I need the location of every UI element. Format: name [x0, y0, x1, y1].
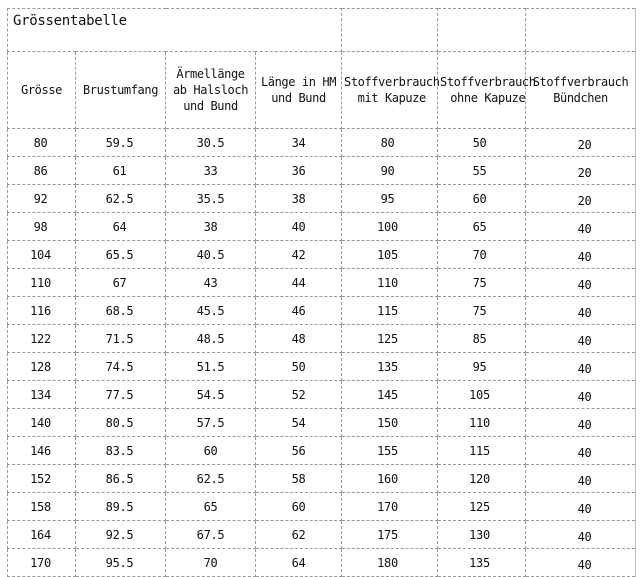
table-row — [8, 381, 636, 409]
table-cell — [8, 409, 76, 437]
table-cell — [526, 241, 636, 269]
table-row — [8, 437, 636, 465]
cell-value: 110 — [469, 415, 490, 430]
cell-value: 170 — [30, 555, 51, 570]
cell-value: 140 — [30, 415, 51, 430]
table-row — [8, 465, 636, 493]
table-cell — [438, 409, 526, 437]
cell-value: 40 — [577, 277, 592, 292]
table-cell — [342, 465, 438, 493]
cell-value: 34 — [291, 135, 306, 150]
cell-value: 160 — [377, 471, 398, 486]
cell-value: 125 — [377, 331, 398, 346]
cell-value: 104 — [30, 247, 51, 262]
table-cell — [438, 549, 526, 577]
table-cell — [342, 129, 438, 157]
cell-value: 80.5 — [105, 415, 134, 430]
cell-value: 48 — [291, 331, 306, 346]
table-cell — [438, 521, 526, 549]
cell-value: 98 — [33, 219, 48, 234]
table-cell — [342, 213, 438, 241]
cell-value: 60 — [472, 191, 487, 206]
cell-value: 89.5 — [105, 499, 134, 514]
table-row — [8, 157, 636, 185]
cell-value: 42 — [291, 247, 306, 262]
table-cell — [256, 549, 342, 577]
cell-value: 92.5 — [105, 527, 134, 542]
table-cell — [438, 465, 526, 493]
cell-value: 95 — [380, 191, 395, 206]
table-cell — [438, 213, 526, 241]
cell-value: 51.5 — [196, 359, 225, 374]
table-cell — [8, 269, 76, 297]
table-cell — [438, 297, 526, 325]
table-cell — [342, 353, 438, 381]
cell-value: 128 — [30, 359, 51, 374]
cell-value: 50 — [472, 135, 487, 150]
cell-value: 115 — [469, 443, 490, 458]
cell-value: 150 — [377, 415, 398, 430]
table-cell — [526, 213, 636, 241]
cell-value: 135 — [469, 555, 490, 570]
cell-value: 40 — [291, 219, 306, 234]
table-cell — [526, 437, 636, 465]
cell-value: 116 — [30, 303, 51, 318]
table-title: Grössentabelle — [8, 9, 342, 52]
cell-value: 40 — [577, 333, 592, 348]
table-cell — [76, 129, 166, 157]
cell-value: 80 — [33, 135, 48, 150]
table-cell — [526, 521, 636, 549]
table-cell — [526, 381, 636, 409]
cell-value: 135 — [377, 359, 398, 374]
table-cell — [256, 521, 342, 549]
table-cell — [76, 549, 166, 577]
cell-value: 38 — [203, 219, 218, 234]
cell-value: 36 — [291, 163, 306, 178]
cell-value: 38 — [291, 191, 306, 206]
table-cell — [76, 493, 166, 521]
table-cell — [166, 241, 256, 269]
table-cell — [438, 325, 526, 353]
cell-value: 95.5 — [105, 555, 134, 570]
cell-value: 164 — [30, 527, 51, 542]
table-cell — [438, 437, 526, 465]
table-cell — [8, 521, 76, 549]
cell-value: 61 — [112, 163, 127, 178]
cell-value: 65.5 — [105, 247, 134, 262]
table-cell — [8, 437, 76, 465]
cell-value: 122 — [30, 331, 51, 346]
cell-value: 105 — [469, 387, 490, 402]
cell-value: 52 — [291, 387, 306, 402]
table-cell — [76, 241, 166, 269]
header-stoff-buendchen: Stoffverbrauch Bündchen — [526, 52, 636, 129]
cell-value: 64 — [112, 219, 127, 234]
table-cell — [342, 241, 438, 269]
table-cell — [256, 241, 342, 269]
table-row — [8, 549, 636, 577]
cell-value: 56 — [291, 443, 306, 458]
cell-value: 40 — [577, 305, 592, 320]
cell-value: 74.5 — [105, 359, 134, 374]
cell-value: 120 — [469, 471, 490, 486]
table-cell — [76, 437, 166, 465]
table-cell — [526, 185, 636, 213]
cell-value: 44 — [291, 275, 306, 290]
table-cell — [76, 157, 166, 185]
table-cell — [256, 437, 342, 465]
table-cell — [342, 409, 438, 437]
cell-value: 50 — [291, 359, 306, 374]
cell-value: 40.5 — [196, 247, 225, 262]
table-cell — [76, 353, 166, 381]
table-cell — [342, 269, 438, 297]
header-row — [8, 52, 636, 129]
table-cell — [8, 129, 76, 157]
cell-value: 57.5 — [196, 415, 225, 430]
table-cell — [166, 325, 256, 353]
table-cell — [76, 213, 166, 241]
table-cell — [166, 521, 256, 549]
table-cell — [256, 409, 342, 437]
cell-value: 70 — [203, 555, 218, 570]
cell-value: 95 — [472, 359, 487, 374]
cell-value: 40 — [577, 501, 592, 516]
table-cell — [8, 157, 76, 185]
cell-value: 71.5 — [105, 331, 134, 346]
table-row — [8, 353, 636, 381]
table-cell — [526, 493, 636, 521]
cell-value: 68.5 — [105, 303, 134, 318]
table-cell — [342, 549, 438, 577]
table-cell — [8, 493, 76, 521]
table-cell — [342, 437, 438, 465]
cell-value: 60 — [203, 443, 218, 458]
table-cell — [342, 521, 438, 549]
header-stoff-mit-kapuze: Stoffverbrauch mit Kapuze — [342, 52, 438, 129]
header-stoff-ohne-kapuze: Stoffverbrauch ohne Kapuze — [438, 52, 526, 129]
table-cell — [342, 493, 438, 521]
cell-value: 105 — [377, 247, 398, 262]
cell-value: 40 — [577, 417, 592, 432]
cell-value: 20 — [577, 165, 592, 180]
table-cell — [8, 185, 76, 213]
table-cell — [166, 269, 256, 297]
table-cell — [256, 157, 342, 185]
table-cell — [8, 325, 76, 353]
cell-value: 110 — [30, 275, 51, 290]
cell-value: 43 — [203, 275, 218, 290]
table-cell — [166, 297, 256, 325]
header-aermellaenge: Ärmellänge ab Halsloch und Bund — [166, 52, 256, 129]
table-row — [8, 241, 636, 269]
cell-value: 155 — [377, 443, 398, 458]
table-row — [8, 493, 636, 521]
size-table-sheet — [7, 8, 635, 570]
cell-value: 115 — [377, 303, 398, 318]
title-empty-cell — [526, 9, 636, 52]
cell-value: 40 — [577, 557, 592, 572]
table-cell — [166, 213, 256, 241]
table-cell — [166, 465, 256, 493]
table-cell — [342, 325, 438, 353]
header-laenge: Länge in HM und Bund — [256, 52, 342, 129]
table-cell — [342, 185, 438, 213]
table-row — [8, 185, 636, 213]
cell-value: 20 — [577, 137, 592, 152]
cell-value: 158 — [30, 499, 51, 514]
title-empty-cell — [438, 9, 526, 52]
cell-value: 125 — [469, 499, 490, 514]
cell-value: 83.5 — [105, 443, 134, 458]
cell-value: 145 — [377, 387, 398, 402]
header-brustumfang: Brustumfang — [76, 52, 166, 129]
table-cell — [438, 129, 526, 157]
cell-value: 30.5 — [196, 135, 225, 150]
table-cell — [438, 493, 526, 521]
cell-value: 46 — [291, 303, 306, 318]
table-cell — [526, 129, 636, 157]
table-cell — [438, 269, 526, 297]
cell-value: 40 — [577, 445, 592, 460]
cell-value: 67 — [112, 275, 127, 290]
table-cell — [526, 353, 636, 381]
table-cell — [342, 297, 438, 325]
cell-value: 45.5 — [196, 303, 225, 318]
table-cell — [8, 297, 76, 325]
cell-value: 33 — [203, 163, 218, 178]
cell-value: 54.5 — [196, 387, 225, 402]
cell-value: 92 — [33, 191, 48, 206]
cell-value: 170 — [377, 499, 398, 514]
cell-value: 77.5 — [105, 387, 134, 402]
table-cell — [76, 381, 166, 409]
cell-value: 60 — [291, 499, 306, 514]
table-cell — [526, 409, 636, 437]
cell-value: 54 — [291, 415, 306, 430]
table-cell — [438, 381, 526, 409]
table-cell — [166, 353, 256, 381]
table-cell — [76, 465, 166, 493]
cell-value: 130 — [469, 527, 490, 542]
cell-value: 40 — [577, 389, 592, 404]
cell-value: 40 — [577, 249, 592, 264]
table-row — [8, 297, 636, 325]
table-cell — [256, 129, 342, 157]
table-cell — [76, 521, 166, 549]
table-cell — [342, 157, 438, 185]
table-row — [8, 213, 636, 241]
table-cell — [526, 297, 636, 325]
cell-value: 80 — [380, 135, 395, 150]
cell-value: 175 — [377, 527, 398, 542]
table-cell — [438, 185, 526, 213]
cell-value: 40 — [577, 361, 592, 376]
table-cell — [8, 381, 76, 409]
header-groesse: Grösse — [8, 52, 76, 129]
cell-value: 75 — [472, 303, 487, 318]
table-cell — [256, 297, 342, 325]
cell-value: 75 — [472, 275, 487, 290]
table-cell — [526, 325, 636, 353]
cell-value: 62 — [291, 527, 306, 542]
table-cell — [166, 409, 256, 437]
cell-value: 65 — [203, 499, 218, 514]
cell-value: 62.5 — [105, 191, 134, 206]
cell-value: 146 — [30, 443, 51, 458]
table-cell — [438, 157, 526, 185]
table-cell — [76, 409, 166, 437]
table-cell — [166, 129, 256, 157]
table-cell — [8, 241, 76, 269]
table-cell — [8, 353, 76, 381]
cell-value: 86 — [33, 163, 48, 178]
table-cell — [76, 325, 166, 353]
table-cell — [76, 185, 166, 213]
table-cell — [76, 269, 166, 297]
cell-value: 20 — [577, 193, 592, 208]
table-cell — [166, 157, 256, 185]
table-row — [8, 325, 636, 353]
cell-value: 86.5 — [105, 471, 134, 486]
cell-value: 55 — [472, 163, 487, 178]
table-cell — [166, 437, 256, 465]
table-cell — [526, 269, 636, 297]
table-cell — [166, 381, 256, 409]
cell-value: 100 — [377, 219, 398, 234]
cell-value: 65 — [472, 219, 487, 234]
table-row — [8, 129, 636, 157]
cell-value: 152 — [30, 471, 51, 486]
table-cell — [166, 493, 256, 521]
table-cell — [256, 325, 342, 353]
table-cell — [256, 465, 342, 493]
cell-value: 90 — [380, 163, 395, 178]
table-cell — [256, 381, 342, 409]
table-cell — [256, 185, 342, 213]
table-cell — [8, 465, 76, 493]
table-cell — [526, 157, 636, 185]
cell-value: 180 — [377, 555, 398, 570]
table-cell — [526, 465, 636, 493]
cell-value: 62.5 — [196, 471, 225, 486]
size-table — [7, 8, 636, 577]
table-row — [8, 269, 636, 297]
cell-value: 48.5 — [196, 331, 225, 346]
table-cell — [526, 549, 636, 577]
title-row — [8, 9, 636, 52]
cell-value: 85 — [472, 331, 487, 346]
table-cell — [166, 185, 256, 213]
title-empty-cell — [342, 9, 438, 52]
table-cell — [8, 549, 76, 577]
cell-value: 134 — [30, 387, 51, 402]
cell-value: 40 — [577, 529, 592, 544]
table-cell — [76, 297, 166, 325]
table-row — [8, 409, 636, 437]
table-cell — [256, 269, 342, 297]
table-cell — [256, 353, 342, 381]
table-cell — [438, 241, 526, 269]
cell-value: 67.5 — [196, 527, 225, 542]
cell-value: 40 — [577, 473, 592, 488]
cell-value: 110 — [377, 275, 398, 290]
cell-value: 35.5 — [196, 191, 225, 206]
cell-value: 64 — [291, 555, 306, 570]
table-cell — [342, 381, 438, 409]
cell-value: 40 — [577, 221, 592, 236]
cell-value: 59.5 — [105, 135, 134, 150]
table-cell — [256, 213, 342, 241]
cell-value: 58 — [291, 471, 306, 486]
table-cell — [166, 549, 256, 577]
table-cell — [256, 493, 342, 521]
table-cell — [8, 213, 76, 241]
table-cell — [438, 353, 526, 381]
cell-value: 70 — [472, 247, 487, 262]
table-row — [8, 521, 636, 549]
